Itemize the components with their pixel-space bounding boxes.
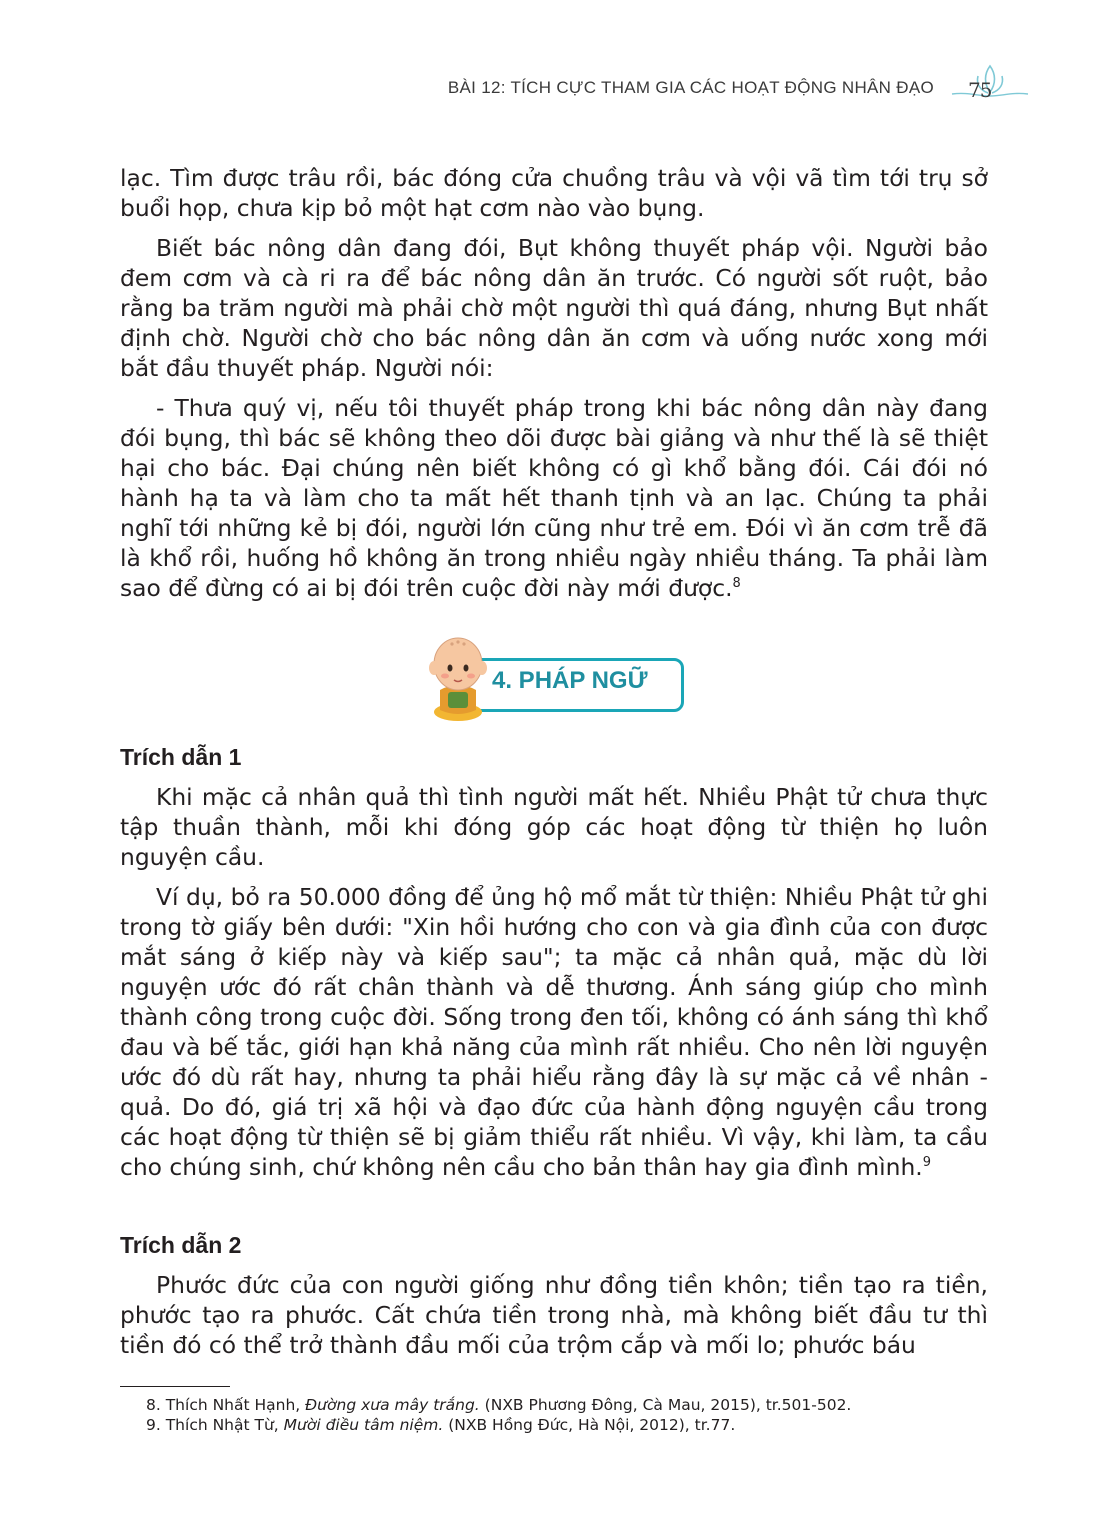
page-header <box>0 74 1106 114</box>
page-number: 75 <box>968 78 992 102</box>
footnotes <box>146 1395 986 1435</box>
quote-heading: Trích dẫn 2 <box>120 1232 242 1258</box>
dialogue-paragraph <box>120 393 988 603</box>
paragraph <box>120 882 988 1182</box>
footnote-ref: 8 <box>732 576 741 592</box>
paragraph: Phước đức của con người giống như đồng tiền khôn; tiền tạo ra tiền, phước tạo ra phước. Cất chứa tiền trong nhà, mà không biết đầu tư thì tiền đó có thể trở thành đầu mối của trộm cắp và mối lo; phước báu <box>120 1271 988 1359</box>
quote-2 <box>120 1230 988 1360</box>
little-monk-icon <box>418 628 498 728</box>
chapter-title: BÀI 12: TÍCH CỰC THAM GIA CÁC HOẠT ĐỘNG NHÂN ĐẠO <box>447 78 934 97</box>
footnote-publisher: (NXB Phương Đông, Cà Mau, 2015), tr.501-502. <box>479 1396 852 1414</box>
paragraph: Biết bác nông dân đang đói, Bụt không thuyết pháp vội. Người bảo đem cơm và cà ri ra để bác nông dân ăn trước. Có người sốt ruột, bảo rằng ba trăm người mà phải chờ một người thì quá đáng, nhưng Bụt nhất định chờ. Người chờ cho bác nông dân ăn cơm và uống nước xong mới bắt đầu thuyết pháp. Người nói: <box>120 234 988 382</box>
section-banner <box>418 628 688 728</box>
footnote-book-title: Mười điều tâm niệm. <box>283 1416 444 1434</box>
footnote-8 <box>146 1395 986 1415</box>
footnote-book-title: Đường xưa mây trắng. <box>305 1396 480 1414</box>
footnote-9 <box>146 1415 986 1435</box>
footnote-author: 8. Thích Nhất Hạnh, <box>146 1396 306 1414</box>
paragraph: lạc. Tìm được trâu rồi, bác đóng cửa chuồng trâu và vội vã tìm tới trụ sở buổi họp, chưa kịp bỏ một hạt cơm nào vào bụng. <box>120 164 988 222</box>
paragraph-text: - Thưa quý vị, nếu tôi thuyết pháp trong khi bác nông dân này đang đói bụng, thì bác sẽ không theo dõi được bài giảng và như thế là sẽ thiệt hại cho bác. Đại chúng nên biết không có gì khổ bằng đói. Cái đói nó hành hạ ta và làm cho ta mất hết thanh tịnh và an lạc. Chúng ta phải nghĩ tới những kẻ bị đói, người lớn cũng như trẻ em. Đói vì ăn cơm trễ đã là khổ rồi, huống hồ không ăn trong nhiều ngày nhiều tháng. Ta phải làm sao để đừng có ai bị đói trên cuộc đời này mới được. <box>120 394 988 602</box>
footnote-publisher: (NXB Hồng Đức, Hà Nội, 2012), tr.77. <box>443 1416 736 1434</box>
paragraph-text: Ví dụ, bỏ ra 50.000 đồng để ủng hộ mổ mắt từ thiện: Nhiều Phật tử ghi trong tờ giấy bên dưới: "Xin hồi hướng cho con và gia đình của con được mắt sáng ở kiếp này và kiếp sau"; ta mặc cả nhân quả, mặc dù lời nguyện ước đó rất chân thành và dễ thương. Ánh sáng giúp cho mình thành công trong cuộc đời. Sống trong đen tối, không có ánh sáng thì khổ đau và bế tắc, giới hạn khả năng của mình rất nhiều. Cho nên lời nguyện ước đó dù rất hay, nhưng ta phải hiểu rằng đây là sự mặc cả về nhân - quả. Do đó, giá trị xã hội và đạo đức của hành động nguyện cầu trong các hoạt động từ thiện sẽ bị giảm thiểu rất nhiều. Vì vậy, khi làm, ta cầu cho chúng sinh, chứ không nên cầu cho bản thân hay gia đình mình. <box>120 883 988 1181</box>
quote-1 <box>120 742 988 1182</box>
footnote-divider <box>120 1386 230 1387</box>
footnote-ref: 9 <box>922 1155 932 1171</box>
story-text <box>120 163 988 603</box>
paragraph: Khi mặc cả nhân quả thì tình người mất hết. Nhiều Phật tử chưa thực tập thuần thành, mỗi khi đóng góp các hoạt động từ thiện họ luôn nguyện cầu. <box>120 783 988 871</box>
footnote-author: 9. Thích Nhật Từ, <box>146 1416 284 1434</box>
quote-heading: Trích dẫn 1 <box>120 744 242 770</box>
section-title: 4. PHÁP NGỮ <box>492 667 648 694</box>
